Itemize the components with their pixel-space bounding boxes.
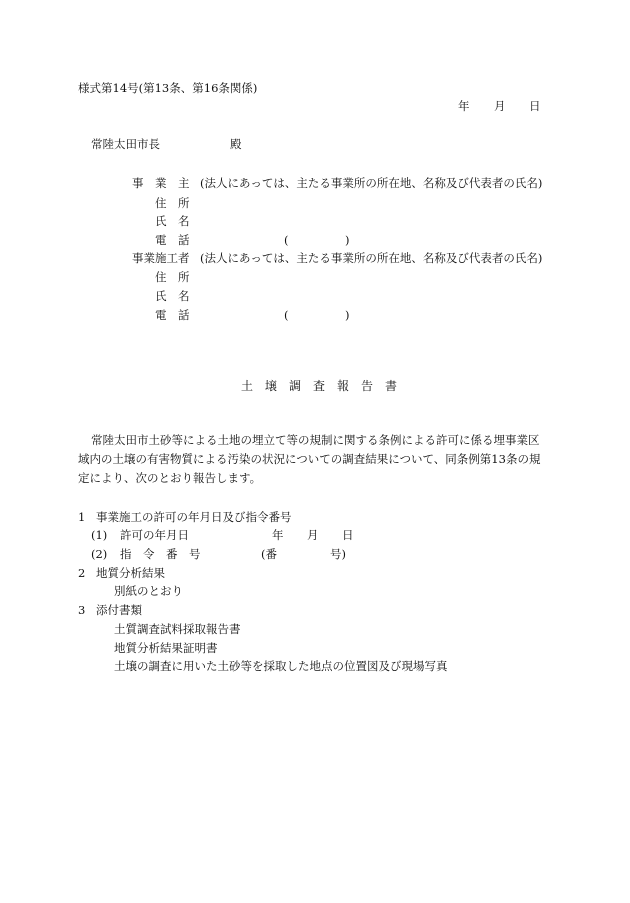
- attachment-item: 地質分析結果証明書: [114, 641, 218, 655]
- contractor-name-label: 氏 名: [155, 289, 190, 303]
- contractor-note: (法人にあっては、主たる事業所の所在地、名称及び代表者の氏名): [200, 251, 543, 265]
- owner-address-label: 住 所: [155, 196, 190, 210]
- owner-label: 事 業 主: [132, 176, 190, 190]
- form-number: 様式第14号(第13条、第16条関係): [78, 81, 258, 95]
- item2-label: 地質分析結果: [96, 566, 165, 580]
- body-line-3: 定により、次のとおり報告します。: [78, 471, 262, 485]
- item1-sub1-label: 許可の年月日: [120, 528, 189, 542]
- owner-phone-paren-open: (: [284, 233, 289, 247]
- contractor-phone-paren-open: (: [284, 308, 289, 322]
- owner-phone-paren-close: ): [345, 233, 350, 247]
- attachment-item: 土壌の調査に用いた土砂等を採取した地点の位置図及び現場写真: [114, 659, 448, 673]
- contractor-phone-label: 電 話: [155, 308, 190, 322]
- body-line-1: 常陸太田市土砂等による土地の埋立て等の規制に関する条例による許可に係る埋事業区: [91, 433, 540, 447]
- item1-sub1-month: 月: [307, 528, 319, 542]
- item3-label: 添付書類: [96, 603, 142, 617]
- item2-number: 2: [78, 566, 86, 580]
- owner-phone-label: 電 話: [155, 233, 190, 247]
- contractor-phone-paren-close: ): [345, 308, 350, 322]
- item3-number: 3: [78, 603, 86, 617]
- owner-note: (法人にあっては、主たる事業所の所在地、名称及び代表者の氏名): [200, 176, 543, 190]
- date-year-label: 年: [458, 99, 470, 113]
- owner-name-label: 氏 名: [155, 214, 190, 228]
- contractor-address-label: 住 所: [155, 270, 190, 284]
- item1-sub1-year: 年: [272, 528, 284, 542]
- item1-sub2-number: (2): [91, 547, 108, 561]
- date-day-label: 日: [529, 99, 541, 113]
- body-line-2: 域内の土壌の有害物質による汚染の状況についての調査結果について、同条例第13条の規: [78, 452, 541, 466]
- contractor-label: 事業施工者: [132, 251, 190, 265]
- document-title: 土 壌 調 査 報 告 書: [241, 379, 398, 393]
- item2-content: 別紙のとおり: [114, 584, 183, 598]
- addressee-honorific: 殿: [230, 137, 242, 151]
- item1-sub2-label: 指 令 番 号: [120, 547, 201, 561]
- item1-number: 1: [78, 510, 86, 524]
- item1-sub2-open: (番: [261, 547, 277, 561]
- item1-sub1-day: 日: [342, 528, 354, 542]
- addressee-name: 常陸太田市長: [91, 137, 160, 151]
- item1-label: 事業施工の許可の年月日及び指令番号: [96, 510, 292, 524]
- item1-sub1-number: (1): [91, 528, 108, 542]
- date-month-label: 月: [494, 99, 506, 113]
- item1-sub2-close: 号): [330, 547, 346, 561]
- attachment-item: 土質調査試料採取報告書: [114, 622, 241, 636]
